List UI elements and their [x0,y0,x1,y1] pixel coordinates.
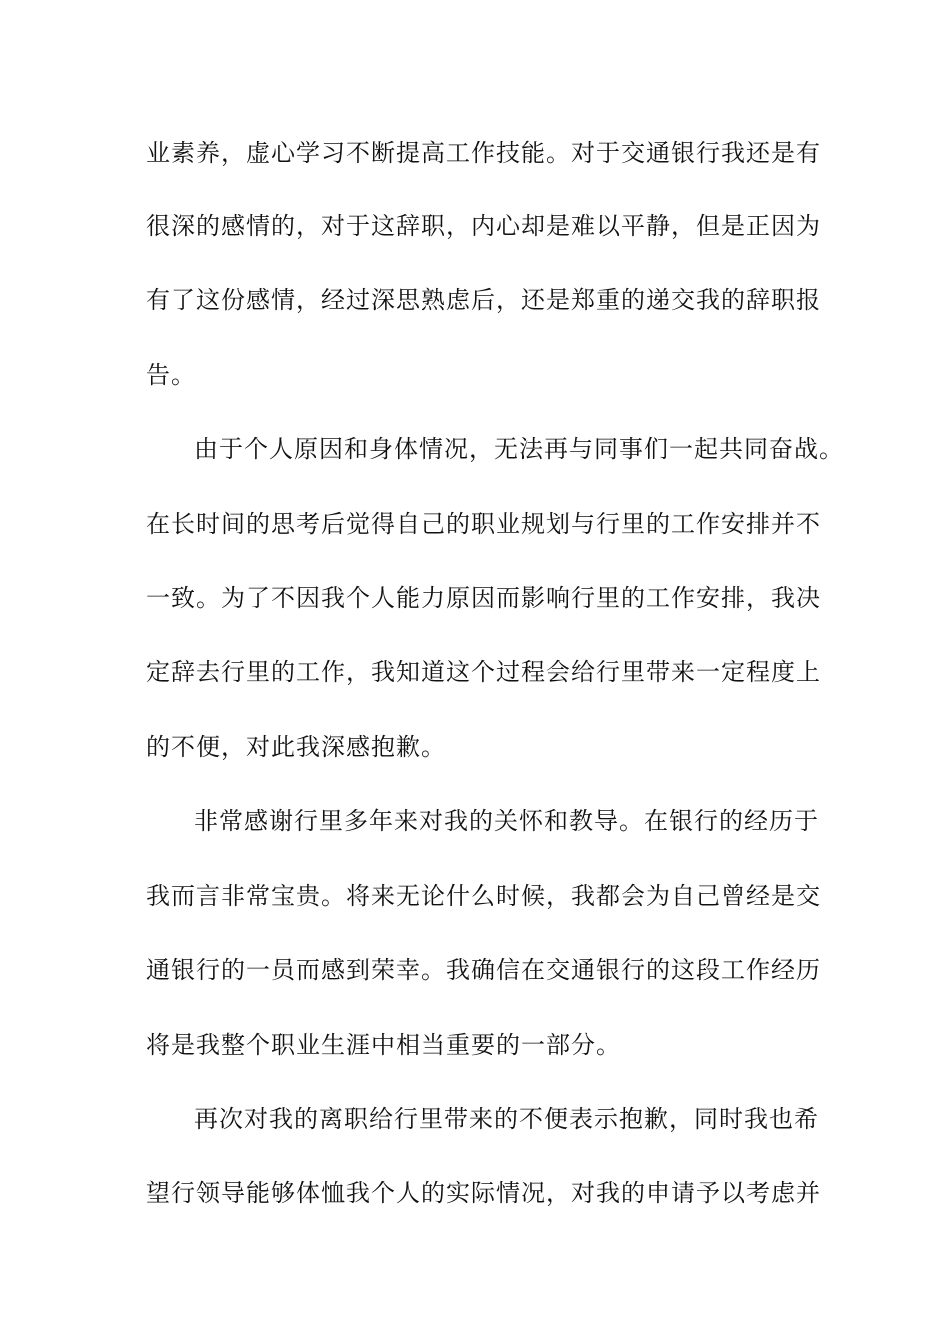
text-line: 告。 [146,361,196,389]
text-line: 将是我整个职业生涯中相当重要的一部分。 [146,1031,621,1059]
text-line: 业素养，虚心学习不断提高工作技能。对于交通银行我还是有 [146,139,821,167]
text-line: 我而言非常宝贵。将来无论什么时候，我都会为自己曾经是交 [146,882,821,910]
text-line: 的不便，对此我深感抱歉。 [146,733,446,761]
text-line: 通银行的一员而感到荣幸。我确信在交通银行的这段工作经历 [146,956,821,984]
text-line: 有了这份感情，经过深思熟虑后，还是郑重的递交我的辞职报 [146,286,821,314]
text-line: 一致。为了不因我个人能力原因而影响行里的工作安排，我决 [146,584,821,612]
text-line: 很深的感情的，对于这辞职，内心却是难以平静，但是正因为 [146,212,821,240]
paragraph-first-line: 再次对我的离职给行里带来的不便表示抱歉，同时我也希 [194,1105,819,1133]
text-line: 在长时间的思考后觉得自己的职业规划与行里的工作安排并不 [146,510,821,538]
text-line: 望行领导能够体恤我个人的实际情况，对我的申请予以考虑并 [146,1179,821,1207]
paragraph-first-line: 非常感谢行里多年来对我的关怀和教导。在银行的经历于 [194,807,819,835]
text-line: 定辞去行里的工作，我知道这个过程会给行里带来一定程度上 [146,658,821,686]
paragraph-first-line: 由于个人原因和身体情况，无法再与同事们一起共同奋战。 [194,435,844,463]
